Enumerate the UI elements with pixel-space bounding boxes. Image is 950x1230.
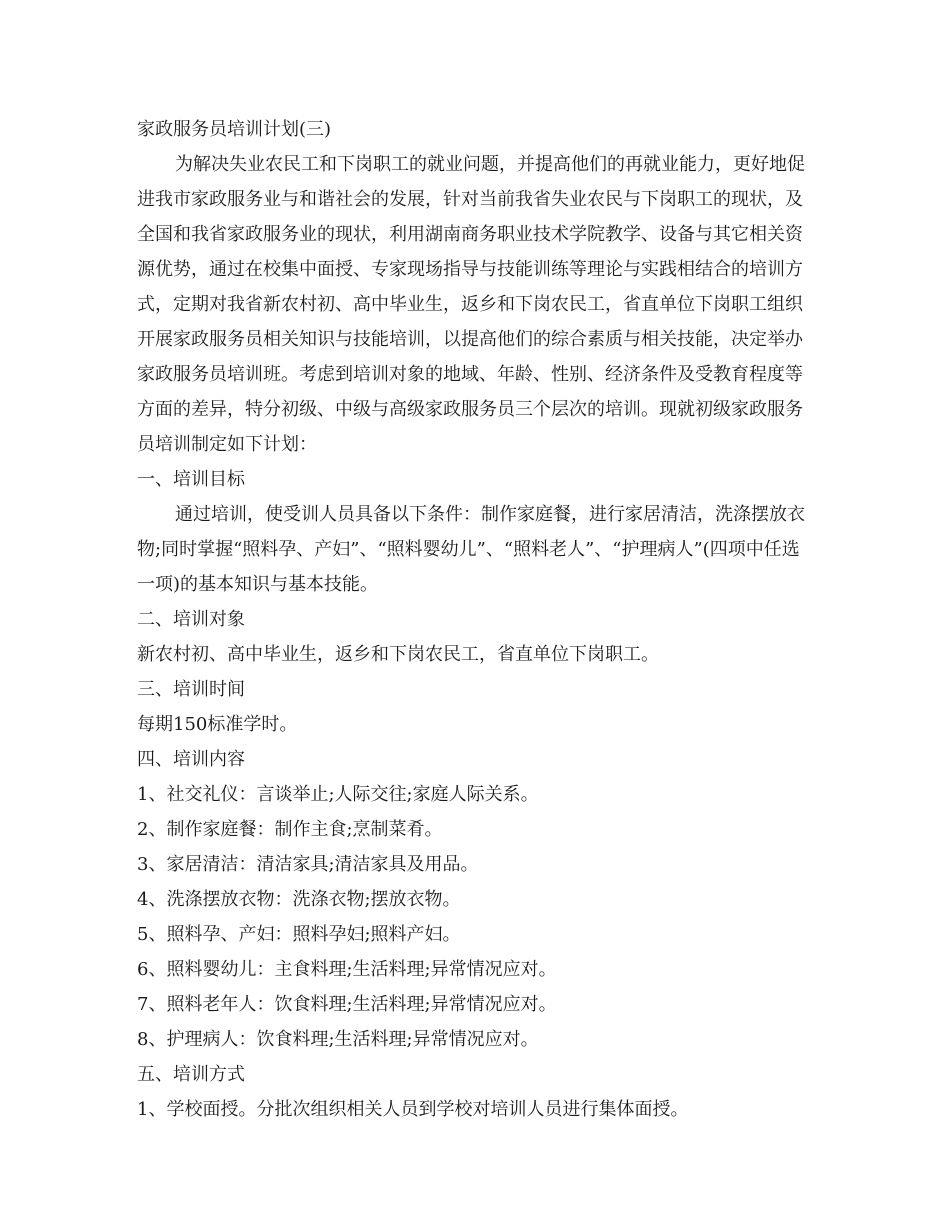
content-item: 5、照料孕、产妇：照料孕妇;照料产妇。 bbox=[137, 924, 461, 945]
content-item: 1、社交礼仪：言谈举止;人际交往;家庭人际关系。 bbox=[137, 784, 539, 805]
document-body bbox=[137, 112, 817, 1127]
section-body-duration: 每期150标准学时。 bbox=[137, 714, 298, 735]
content-item: 2、制作家庭餐：制作主食;烹制菜肴。 bbox=[137, 819, 443, 840]
intro-paragraph: 为解决失业农民工和下岗职工的就业问题，并提高他们的再就业能力，更好地促进我市家政服务业与和谐社会的发展，针对当前我省失业农民与下岗职工的现状，及全国和我省家政服务业的现状，利用湖南商务职业技术学院教学、设备与其它相关资源优势，通过在校集中面授、专家现场指导与技能训练等理论与实践相结合的培训方式，定期对我省新农村初、高中毕业生，返乡和下岗农民工，省直单位下岗职工组织开展家政服务员相关知识与技能培训，以提高他们的综合素质与相关技能，决定举办家政服务员培训班。考虑到培训对象的地域、年龄、性别、经济条件及受教育程度等方面的差异，特分初级、中级与高级家政服务员三个层次的培训。现就初级家政服务员培训制定如下计划： bbox=[137, 154, 805, 455]
section-heading-content: 四、培训内容 bbox=[137, 749, 245, 770]
section-heading-trainees: 二、培训对象 bbox=[137, 609, 245, 630]
section-heading-duration: 三、培训时间 bbox=[137, 679, 245, 700]
content-item: 4、洗涤摆放衣物：洗涤衣物;摆放衣物。 bbox=[137, 889, 461, 910]
document-title: 家政服务员培训计划(三) bbox=[137, 119, 332, 140]
content-item: 8、护理病人：饮食料理;生活料理;异常情况应对。 bbox=[137, 1029, 539, 1050]
section-heading-goals: 一、培训目标 bbox=[137, 469, 245, 490]
content-item: 6、照料婴幼儿：主食料理;生活料理;异常情况应对。 bbox=[137, 959, 557, 980]
section-body-trainees: 新农村初、高中毕业生，返乡和下岗农民工，省直单位下岗职工。 bbox=[137, 644, 659, 665]
method-item: 1、学校面授。分批次组织相关人员到学校对培训人员进行集体面授。 bbox=[137, 1099, 689, 1120]
content-item: 3、家居清洁：清洁家具;清洁家具及用品。 bbox=[137, 854, 479, 875]
content-item: 7、照料老年人：饮食料理;生活料理;异常情况应对。 bbox=[137, 994, 557, 1015]
section-heading-method: 五、培训方式 bbox=[137, 1064, 245, 1085]
section-body-goals: 通过培训，使受训人员具备以下条件：制作家庭餐，进行家居清洁，洗涤摆放衣物;同时掌握“照料孕、产妇”、“照料婴幼儿”、“照料老人”、“护理病人”(四项中任选一项)的基本知识与基本技能。 bbox=[137, 504, 805, 595]
